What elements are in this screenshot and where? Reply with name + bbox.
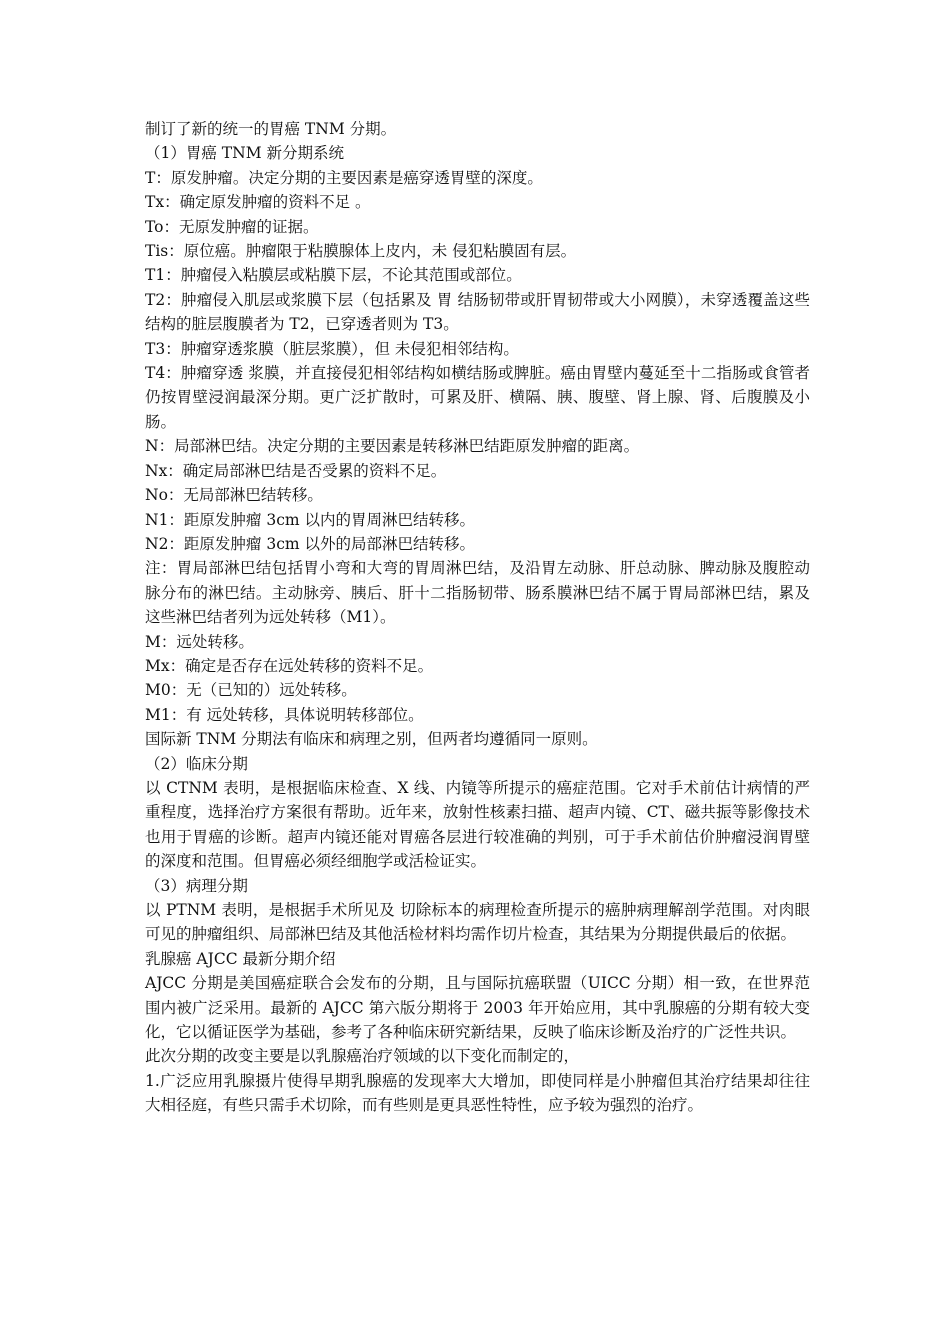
paragraph: N2：距原发肿瘤 3cm 以外的局部淋巴结转移。 [145, 534, 476, 553]
section-heading: （3）病理分期 [145, 876, 248, 895]
paragraph: 以 PTNM 表明，是根据手术所见及 切除标本的病理检查所提示的癌肿病理解剖学范围。对肉眼 可见的肿瘤组织、局部淋巴结及其他活检材料均需作切片检查，其结果为分期提供最后的依据。 [145, 901, 810, 944]
section-heading: （2）临床分期 [145, 754, 248, 773]
paragraph: 国际新 TNM 分期法有临床和病理之别，但两者均遵循同一原则。 [145, 730, 598, 749]
section-heading: 乳腺癌 AJCC 最新分期介绍 [145, 949, 336, 968]
paragraph: To：无原发肿瘤的证据。 [145, 217, 319, 236]
paragraph: Tx：确定原发肿瘤的资料不足 。 [145, 193, 371, 212]
paragraph: Tis：原位癌。肿瘤限于粘膜腺体上皮内，未 侵犯粘膜固有层。 [145, 242, 577, 261]
paragraph: 以 CTNM 表明，是根据临床检查、X 线、内镜等所提示的癌症范围。它对手术前估计病情的严重程度，选择治疗方案很有帮助。近年来，放射性核素扫描、超声内镜、CT、磁共振等影像技术也用于胃癌的诊断。超声内镜还能对胃癌各层进行较准确的判别，可于手术前估价肿瘤浸润胃壁的深度和范围。但胃癌必须经细胞学或活检证实。 [145, 778, 810, 871]
paragraph: T1：肿瘤侵入粘膜层或粘膜下层，不论其范围或部位。 [145, 266, 522, 285]
paragraph: 1.广泛应用乳腺摄片使得早期乳腺癌的发现率大大增加，即使同样是小肿瘤但其治疗结果却往往大相径庭，有些只需手术切除，而有些则是更具恶性特性，应予较为强烈的治疗。 [145, 1071, 810, 1115]
paragraph: AJCC 分期是美国癌症联合会发布的分期，且与国际抗癌联盟（UICC 分期）相一致，在世界范围内被广泛采用。最新的 AJCC 第六版分期将于 2003 年开始应用，其中乳腺癌的分期有较大变化，它以循证医学为基础，参考了各种临床研究新结果，反映了临床诊断及治疗的广泛性共识。 [145, 974, 810, 1042]
paragraph: T：原发肿瘤。决定分期的主要因素是癌穿透胃壁的深度。 [145, 168, 543, 187]
paragraph: Mx：确定是否存在远处转移的资料不足。 [145, 656, 434, 675]
paragraph: 制订了新的统一的胃癌 TNM 分期。 [145, 120, 397, 138]
document-page [145, 117, 810, 1118]
paragraph: 此次分期的改变主要是以乳腺癌治疗领域的以下变化而制定的， [145, 1047, 580, 1066]
paragraph: No：无局部淋巴结转移。 [145, 486, 323, 505]
paragraph: N1：距原发肿瘤 3cm 以内的胃周淋巴结转移。 [145, 510, 476, 529]
paragraph: T2：肿瘤侵入肌层或浆膜下层（包括累及 胃 结肠韧带或肝胃韧带或大小网膜），未穿透覆盖这些结构的脏层腹膜者为 T2，已穿透者则为 T3。 [145, 290, 810, 334]
paragraph: T3：肿瘤穿透浆膜（脏层浆膜），但 未侵犯相邻结构。 [145, 339, 519, 358]
paragraph: M：远处转移。 [145, 632, 254, 651]
paragraph: Nx：确定局部淋巴结是否受累的资料不足。 [145, 461, 447, 480]
note-paragraph: 注：胃局部淋巴结包括胃小弯和大弯的胃周淋巴结，及沿胃左动脉、肝总动脉、脾动脉及腹腔动脉分布的淋巴结。主动脉旁、胰后、肝十二指肠韧带、肠系膜淋巴结不属于胃局部淋巴结，累及这些淋巴结者列为远处转移（M1）。 [145, 559, 810, 627]
paragraph: N：局部淋巴结。决定分期的主要因素是转移淋巴结距原发肿瘤的距离。 [145, 437, 640, 456]
paragraph: T4：肿瘤穿透 浆膜，并直接侵犯相邻结构如横结肠或脾脏。癌由胃壁内蔓延至十二指肠或食管者仍按胃壁浸润最深分期。更广泛扩散时，可累及肝、横隔、胰、腹壁、肾上腺、肾、后腹膜及小肠。 [145, 364, 810, 431]
paragraph: M1：有 远处转移，具体说明转移部位。 [145, 705, 424, 724]
paragraph: M0：无（已知的）远处转移。 [145, 681, 357, 700]
section-heading: （1）胃癌 TNM 新分期系统 [145, 144, 344, 163]
